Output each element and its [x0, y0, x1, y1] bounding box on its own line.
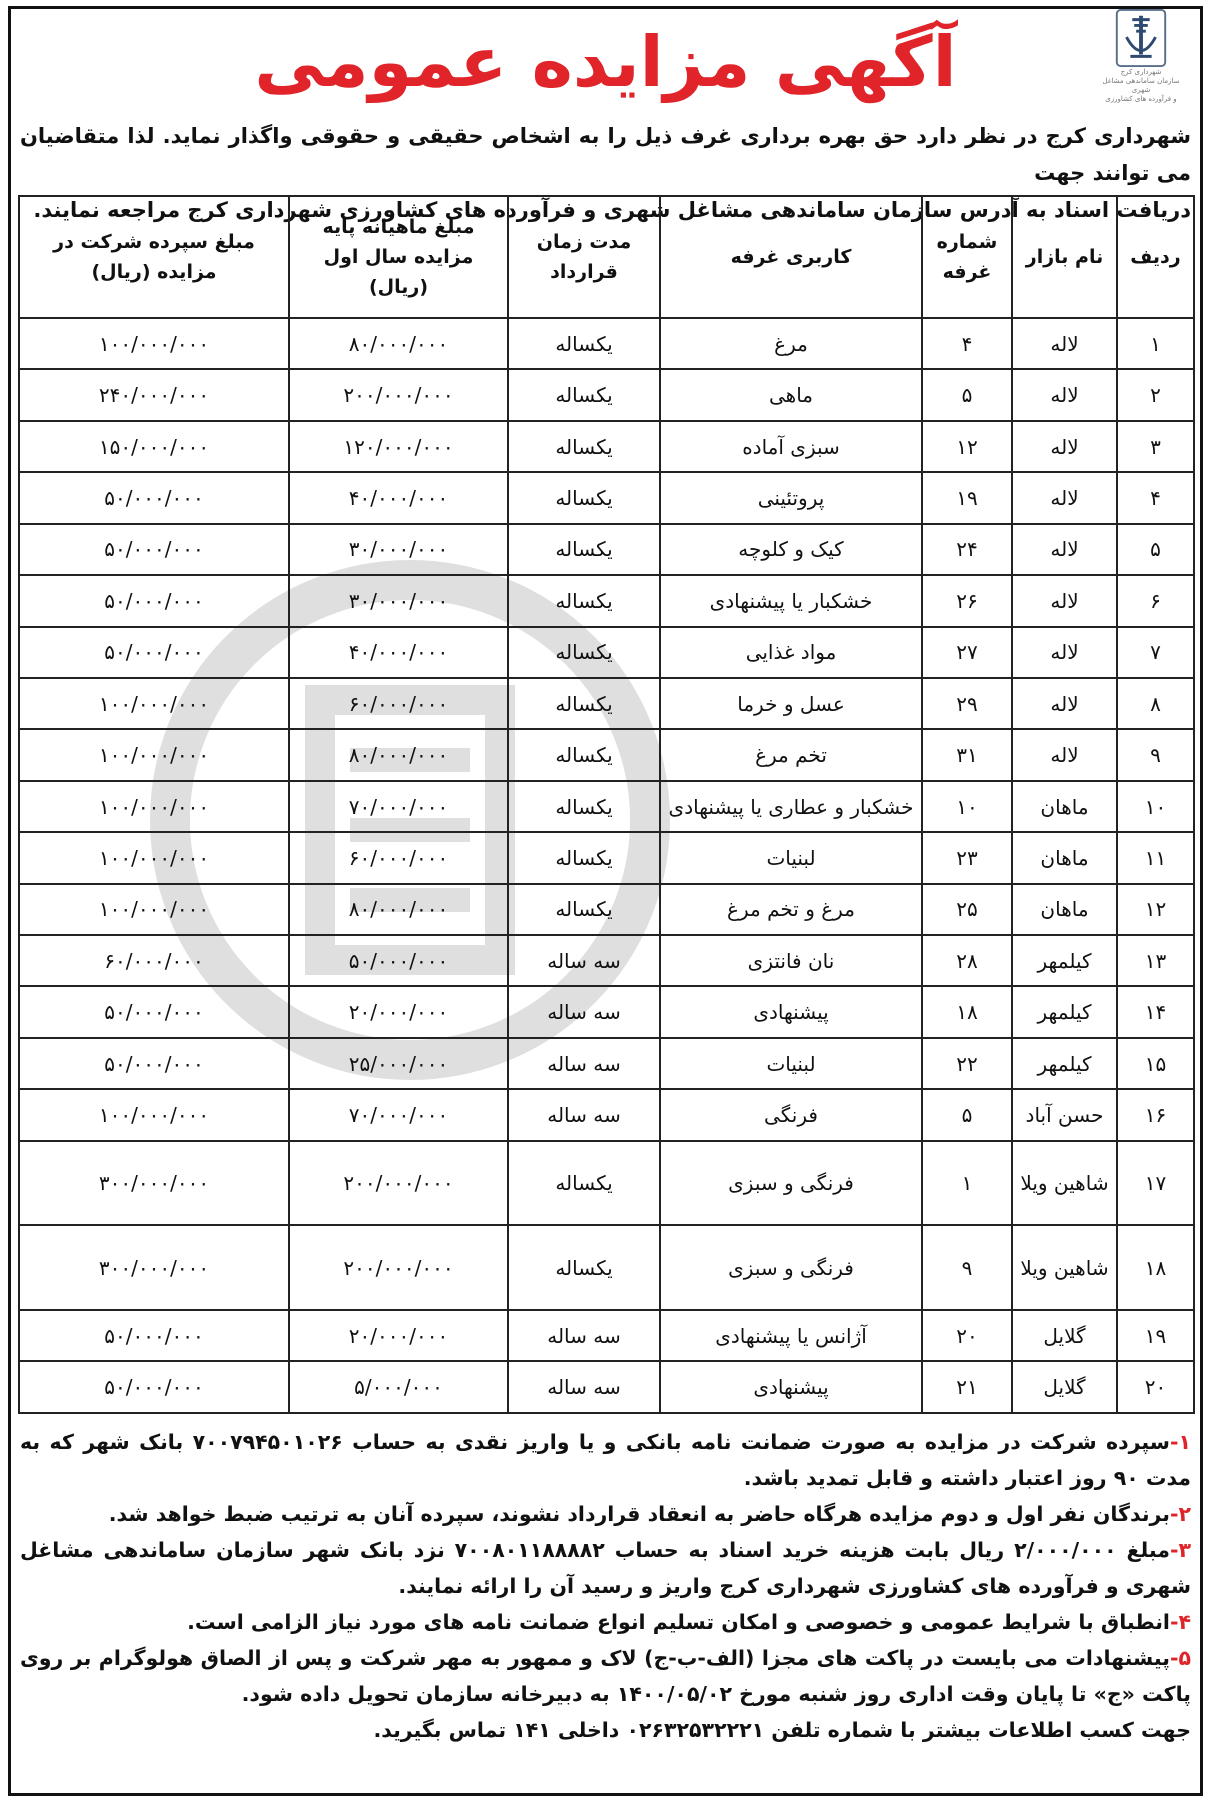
cell-row-number: ۴ — [1117, 472, 1194, 523]
intro-line-2: دریافت اسناد به آدرس سازمان ساماندهی مشاغل شهری و فرآورده های کشاورزی شهرداری کرج مراجعه نمایند. — [33, 198, 1191, 222]
cell-deposit-amount: ۳۰۰/۰۰۰/۰۰۰ — [19, 1141, 289, 1226]
cell-contract-duration: سه ساله — [508, 1089, 660, 1140]
cell-row-number: ۱۶ — [1117, 1089, 1194, 1140]
table-row — [19, 472, 1194, 523]
cell-booth-usage: کیک و کلوچه — [660, 524, 922, 575]
cell-booth-number: ۱۰ — [922, 781, 1012, 832]
table-row — [19, 678, 1194, 729]
header-contract-duration: مدت زمان قرارداد — [508, 196, 660, 318]
cell-booth-usage: خشکبار و عطاری یا پیشنهادی — [660, 781, 922, 832]
cell-contract-duration: یکساله — [508, 575, 660, 626]
condition-text: سپرده شرکت در مزایده به صورت ضمانت نامه بانکی و یا واریز نقدی به حساب ۷۰۰۷۹۴۵۰۱۰۲۶ بانک شهر که به مدت ۹۰ روز اعتبار داشته و قابل تمدید باشد. — [20, 1430, 1191, 1490]
header-market: نام بازار — [1012, 196, 1117, 318]
cell-booth-usage: مرغ و تخم مرغ — [660, 884, 922, 935]
cell-contract-duration: سه ساله — [508, 1038, 660, 1089]
cell-deposit-amount: ۱۰۰/۰۰۰/۰۰۰ — [19, 318, 289, 369]
table-row — [19, 986, 1194, 1037]
cell-booth-usage: تخم مرغ — [660, 729, 922, 780]
cell-deposit-amount: ۵۰/۰۰۰/۰۰۰ — [19, 575, 289, 626]
cell-market: لاله — [1012, 678, 1117, 729]
cell-booth-number: ۲۲ — [922, 1038, 1012, 1089]
cell-row-number: ۱۸ — [1117, 1225, 1194, 1310]
cell-contract-duration: سه ساله — [508, 986, 660, 1037]
cell-row-number: ۲۰ — [1117, 1361, 1194, 1413]
cell-booth-usage: ماهی — [660, 369, 922, 420]
cell-row-number: ۶ — [1117, 575, 1194, 626]
cell-row-number: ۱۲ — [1117, 884, 1194, 935]
conditions-list — [20, 1424, 1191, 1748]
table-header-row — [19, 196, 1194, 318]
cell-booth-number: ۲۸ — [922, 935, 1012, 986]
cell-booth-number: ۲۶ — [922, 575, 1012, 626]
cell-deposit-amount: ۱۰۰/۰۰۰/۰۰۰ — [19, 884, 289, 935]
cell-deposit-amount: ۵۰/۰۰۰/۰۰۰ — [19, 524, 289, 575]
cell-row-number: ۱۹ — [1117, 1310, 1194, 1361]
cell-contract-duration: یکساله — [508, 832, 660, 883]
cell-booth-usage: پروتئینی — [660, 472, 922, 523]
cell-market: گلایل — [1012, 1361, 1117, 1413]
header-booth-number: شماره غرفه — [922, 196, 1012, 318]
cell-contract-duration: یکساله — [508, 421, 660, 472]
table-row — [19, 1089, 1194, 1140]
cell-booth-number: ۳۱ — [922, 729, 1012, 780]
table-row — [19, 369, 1194, 420]
cell-booth-usage: فرنگی — [660, 1089, 922, 1140]
cell-booth-number: ۲۷ — [922, 627, 1012, 678]
cell-deposit-amount: ۵۰/۰۰۰/۰۰۰ — [19, 1361, 289, 1413]
cell-base-amount: ۶۰/۰۰۰/۰۰۰ — [289, 678, 508, 729]
cell-contract-duration: یکساله — [508, 678, 660, 729]
cell-booth-number: ۲۰ — [922, 1310, 1012, 1361]
cell-base-amount: ۸۰/۰۰۰/۰۰۰ — [289, 729, 508, 780]
cell-deposit-amount: ۱۰۰/۰۰۰/۰۰۰ — [19, 1089, 289, 1140]
cell-contract-duration: یکساله — [508, 781, 660, 832]
intro-line-1: شهرداری کرج در نظر دارد حق بهره برداری غرف ذیل را به اشخاص حقیقی و حقوقی واگذار نماید. لذا متقاضیان می توانند جهت — [20, 124, 1191, 185]
cell-base-amount: ۴۰/۰۰۰/۰۰۰ — [289, 472, 508, 523]
cell-deposit-amount: ۱۵۰/۰۰۰/۰۰۰ — [19, 421, 289, 472]
cell-base-amount: ۲۰۰/۰۰۰/۰۰۰ — [289, 1225, 508, 1310]
cell-deposit-amount: ۵۰/۰۰۰/۰۰۰ — [19, 472, 289, 523]
cell-booth-usage: فرنگی و سبزی — [660, 1141, 922, 1226]
cell-deposit-amount: ۲۴۰/۰۰۰/۰۰۰ — [19, 369, 289, 420]
cell-deposit-amount: ۱۰۰/۰۰۰/۰۰۰ — [19, 832, 289, 883]
cell-market: گلایل — [1012, 1310, 1117, 1361]
cell-booth-number: ۵ — [922, 369, 1012, 420]
table-row — [19, 781, 1194, 832]
cell-deposit-amount: ۳۰۰/۰۰۰/۰۰۰ — [19, 1225, 289, 1310]
table-row — [19, 1038, 1194, 1089]
cell-deposit-amount: ۶۰/۰۰۰/۰۰۰ — [19, 935, 289, 986]
cell-market: لاله — [1012, 472, 1117, 523]
condition-text: انطباق با شرایط عمومی و خصوصی و امکان تسلیم انواع ضمانت نامه های مورد نیاز الزامی است. — [187, 1610, 1170, 1634]
cell-booth-number: ۲۹ — [922, 678, 1012, 729]
cell-deposit-amount: ۵۰/۰۰۰/۰۰۰ — [19, 1038, 289, 1089]
cell-row-number: ۱۱ — [1117, 832, 1194, 883]
municipality-emblem-icon — [1112, 8, 1170, 68]
cell-booth-usage: پیشنهادی — [660, 1361, 922, 1413]
cell-deposit-amount: ۱۰۰/۰۰۰/۰۰۰ — [19, 678, 289, 729]
cell-booth-usage: لبنیات — [660, 1038, 922, 1089]
cell-row-number: ۲ — [1117, 369, 1194, 420]
table-row — [19, 935, 1194, 986]
cell-market: کیلمهر — [1012, 986, 1117, 1037]
cell-contract-duration: سه ساله — [508, 1361, 660, 1413]
condition-item-4 — [20, 1604, 1191, 1640]
cell-booth-usage: مواد غذایی — [660, 627, 922, 678]
cell-booth-number: ۵ — [922, 1089, 1012, 1140]
table-row — [19, 1361, 1194, 1413]
page-title: آگهی مزایده عمومی — [254, 21, 957, 103]
cell-row-number: ۱۰ — [1117, 781, 1194, 832]
cell-row-number: ۸ — [1117, 678, 1194, 729]
cell-booth-usage: مرغ — [660, 318, 922, 369]
cell-base-amount: ۴۰/۰۰۰/۰۰۰ — [289, 627, 508, 678]
table-row — [19, 884, 1194, 935]
cell-market: کیلمهر — [1012, 1038, 1117, 1089]
cell-deposit-amount: ۱۰۰/۰۰۰/۰۰۰ — [19, 781, 289, 832]
cell-market: ماهان — [1012, 781, 1117, 832]
cell-deposit-amount: ۵۰/۰۰۰/۰۰۰ — [19, 1310, 289, 1361]
logo-caption: شهرداری کرج سازمان ساماندهی مشاغل شهری و فرآورده های کشاورزی — [1102, 68, 1180, 103]
cell-booth-number: ۲۱ — [922, 1361, 1012, 1413]
cell-contract-duration: سه ساله — [508, 1310, 660, 1361]
cell-booth-usage: فرنگی و سبزی — [660, 1225, 922, 1310]
cell-booth-number: ۴ — [922, 318, 1012, 369]
cell-base-amount: ۵/۰۰۰/۰۰۰ — [289, 1361, 508, 1413]
cell-booth-number: ۹ — [922, 1225, 1012, 1310]
cell-market: لاله — [1012, 318, 1117, 369]
header-base-monthly-amount: مبلغ ماهیانه پایه مزایده سال اول (ریال) — [289, 196, 508, 318]
cell-market: حسن آباد — [1012, 1089, 1117, 1140]
cell-base-amount: ۲۰۰/۰۰۰/۰۰۰ — [289, 369, 508, 420]
cell-row-number: ۹ — [1117, 729, 1194, 780]
cell-booth-usage: آژانس یا پیشنهادی — [660, 1310, 922, 1361]
condition-number: ۴- — [1169, 1610, 1191, 1634]
cell-booth-number: ۱۹ — [922, 472, 1012, 523]
condition-number: ۵- — [1169, 1646, 1191, 1670]
cell-contract-duration: یکساله — [508, 884, 660, 935]
condition-item-2 — [20, 1496, 1191, 1532]
cell-row-number: ۱۷ — [1117, 1141, 1194, 1226]
header-deposit-amount: مبلغ سپرده شرکت در مزایده (ریال) — [19, 196, 289, 318]
cell-row-number: ۱ — [1117, 318, 1194, 369]
cell-booth-usage: سبزی آماده — [660, 421, 922, 472]
table-row — [19, 1225, 1194, 1310]
condition-number: ۳- — [1169, 1538, 1191, 1562]
cell-booth-number: ۲۳ — [922, 832, 1012, 883]
cell-market: لاله — [1012, 369, 1117, 420]
cell-booth-number: ۱۸ — [922, 986, 1012, 1037]
header-booth-usage: کاربری غرفه — [660, 196, 922, 318]
cell-deposit-amount: ۵۰/۰۰۰/۰۰۰ — [19, 986, 289, 1037]
table-row — [19, 318, 1194, 369]
cell-market: لاله — [1012, 524, 1117, 575]
cell-contract-duration: سه ساله — [508, 935, 660, 986]
condition-number: ۲- — [1169, 1502, 1191, 1526]
cell-row-number: ۱۵ — [1117, 1038, 1194, 1089]
cell-base-amount: ۳۰/۰۰۰/۰۰۰ — [289, 524, 508, 575]
condition-item-3 — [20, 1532, 1191, 1604]
cell-base-amount: ۷۰/۰۰۰/۰۰۰ — [289, 781, 508, 832]
cell-booth-usage: لبنیات — [660, 832, 922, 883]
table-row — [19, 421, 1194, 472]
table-body — [19, 318, 1194, 1413]
cell-deposit-amount: ۱۰۰/۰۰۰/۰۰۰ — [19, 729, 289, 780]
cell-market: شاهین ویلا — [1012, 1225, 1117, 1310]
contact-info: جهت کسب اطلاعات بیشتر با شماره تلفن ۰۲۶۳۲۵۳۲۲۲۱ داخلی ۱۴۱ تماس بگیرید. — [373, 1718, 1191, 1742]
cell-market: ماهان — [1012, 884, 1117, 935]
cell-booth-usage: عسل و خرما — [660, 678, 922, 729]
cell-row-number: ۱۳ — [1117, 935, 1194, 986]
cell-base-amount: ۲۵/۰۰۰/۰۰۰ — [289, 1038, 508, 1089]
table-row — [19, 1141, 1194, 1226]
cell-market: ماهان — [1012, 832, 1117, 883]
condition-text: پیشنهادات می بایست در پاکت های مجزا (الف-ب-ج) لاک و ممهور به مهر شرکت و پس از الصاق هولوگرام بر روی پاکت «ج» تا پایان وقت اداری روز شنبه مورخ ۱۴۰۰/۰۵/۰۲ به دبیرخانه سازمان تحویل داده شود. — [20, 1646, 1191, 1706]
cell-deposit-amount: ۵۰/۰۰۰/۰۰۰ — [19, 627, 289, 678]
cell-base-amount: ۸۰/۰۰۰/۰۰۰ — [289, 318, 508, 369]
table-row — [19, 729, 1194, 780]
cell-row-number: ۵ — [1117, 524, 1194, 575]
cell-base-amount: ۳۰/۰۰۰/۰۰۰ — [289, 575, 508, 626]
cell-base-amount: ۱۲۰/۰۰۰/۰۰۰ — [289, 421, 508, 472]
cell-base-amount: ۵۰/۰۰۰/۰۰۰ — [289, 935, 508, 986]
cell-market: لاله — [1012, 421, 1117, 472]
table-row — [19, 524, 1194, 575]
table-row — [19, 627, 1194, 678]
cell-base-amount: ۲۰/۰۰۰/۰۰۰ — [289, 1310, 508, 1361]
cell-row-number: ۷ — [1117, 627, 1194, 678]
cell-market: شاهین ویلا — [1012, 1141, 1117, 1226]
table-row — [19, 1310, 1194, 1361]
cell-row-number: ۱۴ — [1117, 986, 1194, 1037]
condition-item-1 — [20, 1424, 1191, 1496]
cell-booth-usage: پیشنهادی — [660, 986, 922, 1037]
condition-text: مبلغ ۲/۰۰۰/۰۰۰ ریال بابت هزینه خرید اسناد به حساب ۷۰۰۸۰۱۱۸۸۸۸۲ نزد بانک شهر سازمان ساماندهی مشاغل شهری و فرآورده های کشاورزی شهرداری کرج واریز و رسید آن را ارائه نمایند. — [20, 1538, 1191, 1598]
cell-contract-duration: یکساله — [508, 472, 660, 523]
table-row — [19, 575, 1194, 626]
cell-contract-duration: یکساله — [508, 1141, 660, 1226]
cell-booth-usage: خشکبار یا پیشنهادی — [660, 575, 922, 626]
cell-market: لاله — [1012, 575, 1117, 626]
cell-contract-duration: یکساله — [508, 369, 660, 420]
cell-contract-duration: یکساله — [508, 318, 660, 369]
cell-market: لاله — [1012, 729, 1117, 780]
condition-text: برندگان نفر اول و دوم مزایده هرگاه حاضر به انعقاد قرارداد نشوند، سپرده آنان به ترتیب ضبط خواهد شد. — [108, 1502, 1170, 1526]
header-row-number: ردیف — [1117, 196, 1194, 318]
cell-row-number: ۳ — [1117, 421, 1194, 472]
cell-contract-duration: یکساله — [508, 627, 660, 678]
cell-base-amount: ۲۰/۰۰۰/۰۰۰ — [289, 986, 508, 1037]
cell-base-amount: ۸۰/۰۰۰/۰۰۰ — [289, 884, 508, 935]
cell-base-amount: ۷۰/۰۰۰/۰۰۰ — [289, 1089, 508, 1140]
cell-booth-number: ۱۲ — [922, 421, 1012, 472]
cell-contract-duration: یکساله — [508, 729, 660, 780]
cell-contract-duration: یکساله — [508, 524, 660, 575]
municipality-logo — [1093, 8, 1189, 104]
cell-booth-number: ۲۵ — [922, 884, 1012, 935]
table-row — [19, 832, 1194, 883]
cell-booth-number: ۱ — [922, 1141, 1012, 1226]
cell-market: کیلمهر — [1012, 935, 1117, 986]
cell-booth-number: ۲۴ — [922, 524, 1012, 575]
cell-contract-duration: یکساله — [508, 1225, 660, 1310]
condition-item-5 — [20, 1640, 1191, 1712]
cell-booth-usage: نان فانتزی — [660, 935, 922, 986]
cell-base-amount: ۶۰/۰۰۰/۰۰۰ — [289, 832, 508, 883]
auction-table — [18, 195, 1195, 1414]
condition-number: ۱- — [1169, 1430, 1191, 1454]
cell-market: لاله — [1012, 627, 1117, 678]
cell-base-amount: ۲۰۰/۰۰۰/۰۰۰ — [289, 1141, 508, 1226]
